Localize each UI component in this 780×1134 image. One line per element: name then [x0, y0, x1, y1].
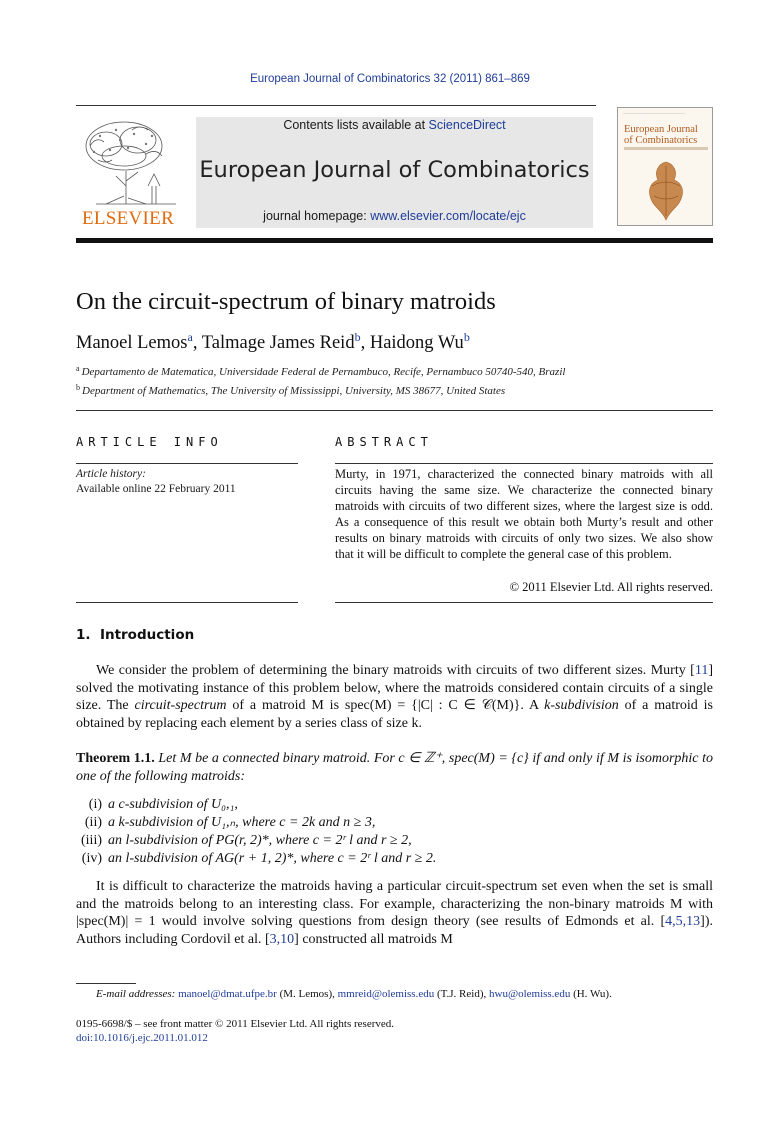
footnote-rule [76, 983, 136, 984]
defined-term: k-subdivision [544, 698, 619, 713]
email-link[interactable]: mmreid@olemiss.edu [337, 988, 435, 1000]
theorem-1-1 [76, 750, 713, 785]
affiliation-a [76, 364, 565, 378]
affiliation-link[interactable]: b [354, 330, 361, 344]
paragraph-text: of a matroid M is spec(M) = {|C| : C ∈ 𝒞(M)}. A [226, 698, 545, 713]
list-item [76, 850, 436, 868]
affiliation-marker: b [76, 383, 80, 392]
journal-title: European Journal of Combinatorics [199, 157, 590, 183]
intro-paragraph-1 [76, 662, 713, 732]
author-name: Haidong Wu [369, 333, 464, 353]
article-info-rule-top [76, 463, 298, 464]
homepage-link[interactable]: www.elsevier.com/locate/ejc [370, 209, 526, 223]
list-text: an l-subdivision of AG(r + 1, 2)*, where c = 2ʳ l and r ≥ 2. [108, 851, 437, 866]
paragraph-text: of a matroid is obtained by replacing each element by a series class of size k. [76, 698, 713, 731]
author-separator: , [360, 333, 370, 353]
email-link[interactable]: manoel@dmat.ufpe.br [178, 988, 277, 1000]
homepage-prefix: journal homepage: [263, 209, 371, 223]
paragraph-text: It is difficult to characterize the matroids having a particular circuit-spectrum set even when the set is small and the matroids belong to an interesting class. For example, characterizing the non-binary matroids M with |spec(M)| = 1 would involve solving questions from design theory (see results of Edmonds et al. [ [76, 879, 713, 929]
list-number: (iii) [81, 833, 102, 848]
article-history-value: Available online 22 February 2011 [76, 483, 236, 495]
list-text: an l-subdivision of PG(r, 2)*, where c = 2ʳ l and r ≥ 2, [108, 833, 412, 848]
list-item [76, 814, 436, 832]
doi-link[interactable]: doi:10.1016/j.ejc.2011.01.012 [76, 1032, 208, 1044]
list-text: a c-subdivision of U₀,₁, [108, 797, 238, 812]
elsevier-logo[interactable] [76, 116, 180, 228]
list-number: (ii) [84, 815, 102, 830]
paragraph-text: ] solved the motivating instance of this problem below, where the matroids considered contain circuits of a single size. The [76, 663, 713, 713]
contents-prefix: Contents lists available at [283, 118, 429, 132]
list-number: (i) [88, 797, 102, 812]
article-title: On the circuit-spectrum of binary matroids [76, 288, 496, 315]
affiliation-text: Department of Mathematics, The University of Mississippi, University, MS 38677, United States [82, 385, 506, 397]
paragraph-text: We consider the problem of determining the binary matroids with circuits of two different sizes. Murty [ [96, 663, 695, 678]
contents-line [196, 118, 593, 132]
affiliation-text: Departamento de Matematica, Universidade Federal de Pernambuco, Recife, Pernambuco 50740-540, Brazil [81, 366, 566, 378]
author-separator: , [192, 333, 202, 353]
abstract-text: Murty, in 1971, characterized the connected binary matroids with all circuits having the same size. We characterize the connected binary matroids with circuits of two different sizes, where the largest size is odd. As a consequence of this result we obtain both Murty’s result and other results on binary matroids with circuits of only two sizes. We also show that it will be difficult to complete the general case of this problem. [335, 467, 713, 561]
paragraph-text: ]). Authors including Cordovil et al. [ [76, 914, 713, 947]
email-owner: (T.J. Reid), [434, 988, 489, 1000]
article-info-rule-bottom [76, 602, 298, 603]
elsevier-wordmark: ELSEVIER [81, 208, 175, 229]
theorem-statement: Let M be a connected binary matroid. For c ∈ ℤ⁺, spec(M) = {c} if and only if M is isomorphic to one of the following matroids: [76, 751, 713, 784]
cover-illustration-icon [632, 156, 700, 222]
affiliation-marker: a [76, 364, 80, 373]
affiliation-link[interactable]: a [187, 330, 193, 344]
article-info-heading: ARTICLE INFO [76, 435, 223, 449]
abstract-copyright: © 2011 Elsevier Ltd. All rights reserved. [509, 580, 713, 594]
intro-paragraph-2 [76, 878, 713, 948]
journal-cover-thumbnail[interactable] [617, 107, 713, 226]
header-thick-rule [76, 238, 713, 243]
elsevier-tree-icon [76, 116, 180, 208]
section-heading-introduction [76, 627, 194, 643]
homepage-line [196, 209, 593, 223]
email-link[interactable]: hwu@olemiss.edu [489, 988, 571, 1000]
author-name: Talmage James Reid [201, 333, 355, 353]
cover-top-line: ───────────────────────── [623, 112, 685, 116]
list-number: (iv) [81, 851, 102, 866]
author-name: Manoel Lemos [76, 333, 188, 353]
abstract-rule-top [335, 463, 713, 464]
email-footnote [96, 988, 612, 1000]
journal-citation-link[interactable]: European Journal of Combinatorics 32 (2011) 861–869 [250, 73, 530, 85]
cover-subtitle-bar [624, 147, 708, 150]
list-item [76, 832, 436, 850]
section-number: 1. [76, 627, 91, 643]
citation-link[interactable]: 11 [694, 663, 709, 678]
affiliation-b [76, 383, 505, 397]
email-owner: (M. Lemos), [276, 988, 338, 1000]
email-label: E-mail addresses: [96, 988, 176, 1000]
abstract-rule-bottom [335, 602, 713, 603]
paragraph-text: ] constructed all matroids M [294, 931, 453, 947]
sciencedirect-link[interactable]: ScienceDirect [428, 118, 506, 132]
defined-term: circuit-spectrum [134, 698, 227, 713]
citation-link[interactable]: 4,5,13 [665, 914, 701, 929]
abstract-heading: ABSTRACT [335, 435, 433, 449]
header-divider [76, 105, 596, 106]
list-item [76, 796, 436, 814]
theorem-label: Theorem 1.1. [76, 751, 155, 766]
citation-link[interactable]: 3,10 [269, 931, 295, 947]
theorem-matroid-list [76, 796, 436, 868]
affiliation-link[interactable]: b [463, 330, 470, 344]
issn-line: 0195-6698/$ – see front matter © 2011 Elsevier Ltd. All rights reserved. [76, 1018, 395, 1030]
front-matter-divider [76, 410, 713, 411]
article-history-label: Article history: [76, 468, 146, 480]
section-title: Introduction [99, 627, 195, 643]
email-owner: (H. Wu). [570, 988, 612, 1000]
cover-title: European Journal of Combinatorics [624, 124, 698, 146]
author-list [76, 330, 470, 354]
list-text: a k-subdivision of U₁,ₙ, where c = 2k and n ≥ 3, [108, 815, 376, 830]
